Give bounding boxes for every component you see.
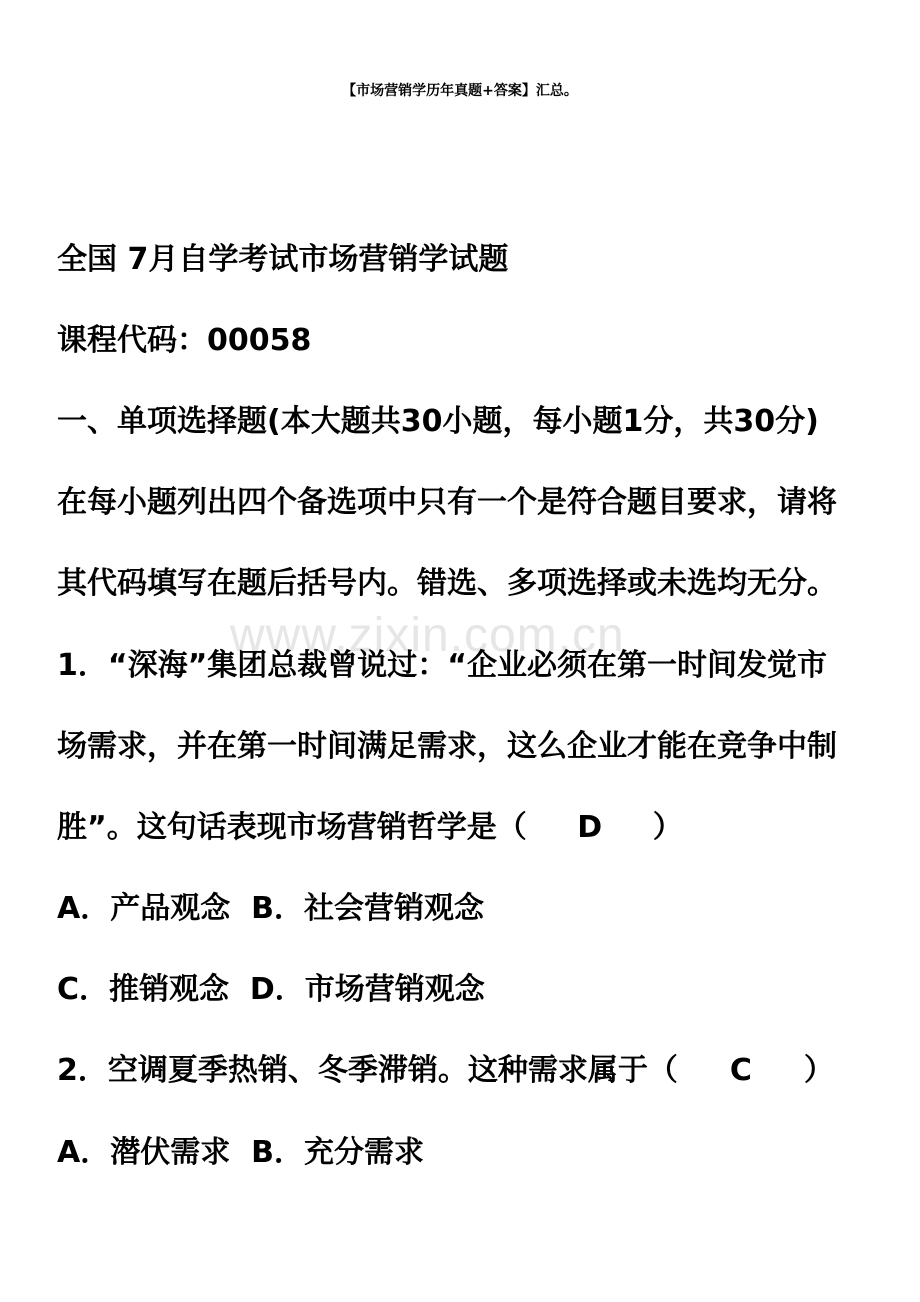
question-1-option: A．产品观念 B．社会营销观念 [57,891,484,926]
question-1-stem: 1．“深海”集团总裁曾说过：“企业必须在第一时间发觉市 [57,648,828,683]
question-1-answer: D [577,810,603,845]
question-1-close-paren: ） [652,810,683,845]
question-1-stem-last [57,808,683,848]
document-title: 【市场营销学历年真题+答案】汇总。 [342,83,578,99]
course-code: 课程代码：00058 [57,323,312,358]
watermark: www.zixin.com.cn [230,609,625,662]
question-1-stem-text: 胜”。这句话表现市场营销哲学是（ [57,810,527,845]
section-heading: 一、单项选择题(本大题共30小题，每小题1分，共30分) [57,404,819,439]
question-2-close-paren: ） [803,1053,834,1088]
instruction-line: 在每小题列出四个备选项中只有一个是符合题目要求，请将 [57,485,837,520]
instruction-line: 其代码填写在题后括号内。错选、多项选择或未选均无分。 [57,566,837,601]
question-2-answer: C [729,1053,752,1088]
question-2-stem-text: 2．空调夏季热销、冬季滞销。这种需求属于（ [57,1053,678,1088]
question-2-option: A．潜伏需求 B．充分需求 [57,1135,424,1170]
question-1-option: C．推销观念 D．市场营销观念 [57,972,485,1007]
question-2-stem [57,1051,834,1091]
question-1-stem: 场需求，并在第一时间满足需求，这么企业才能在竞争中制 [57,729,837,764]
exam-title: 全国 7月自学考试市场营销学试题 [57,242,509,277]
